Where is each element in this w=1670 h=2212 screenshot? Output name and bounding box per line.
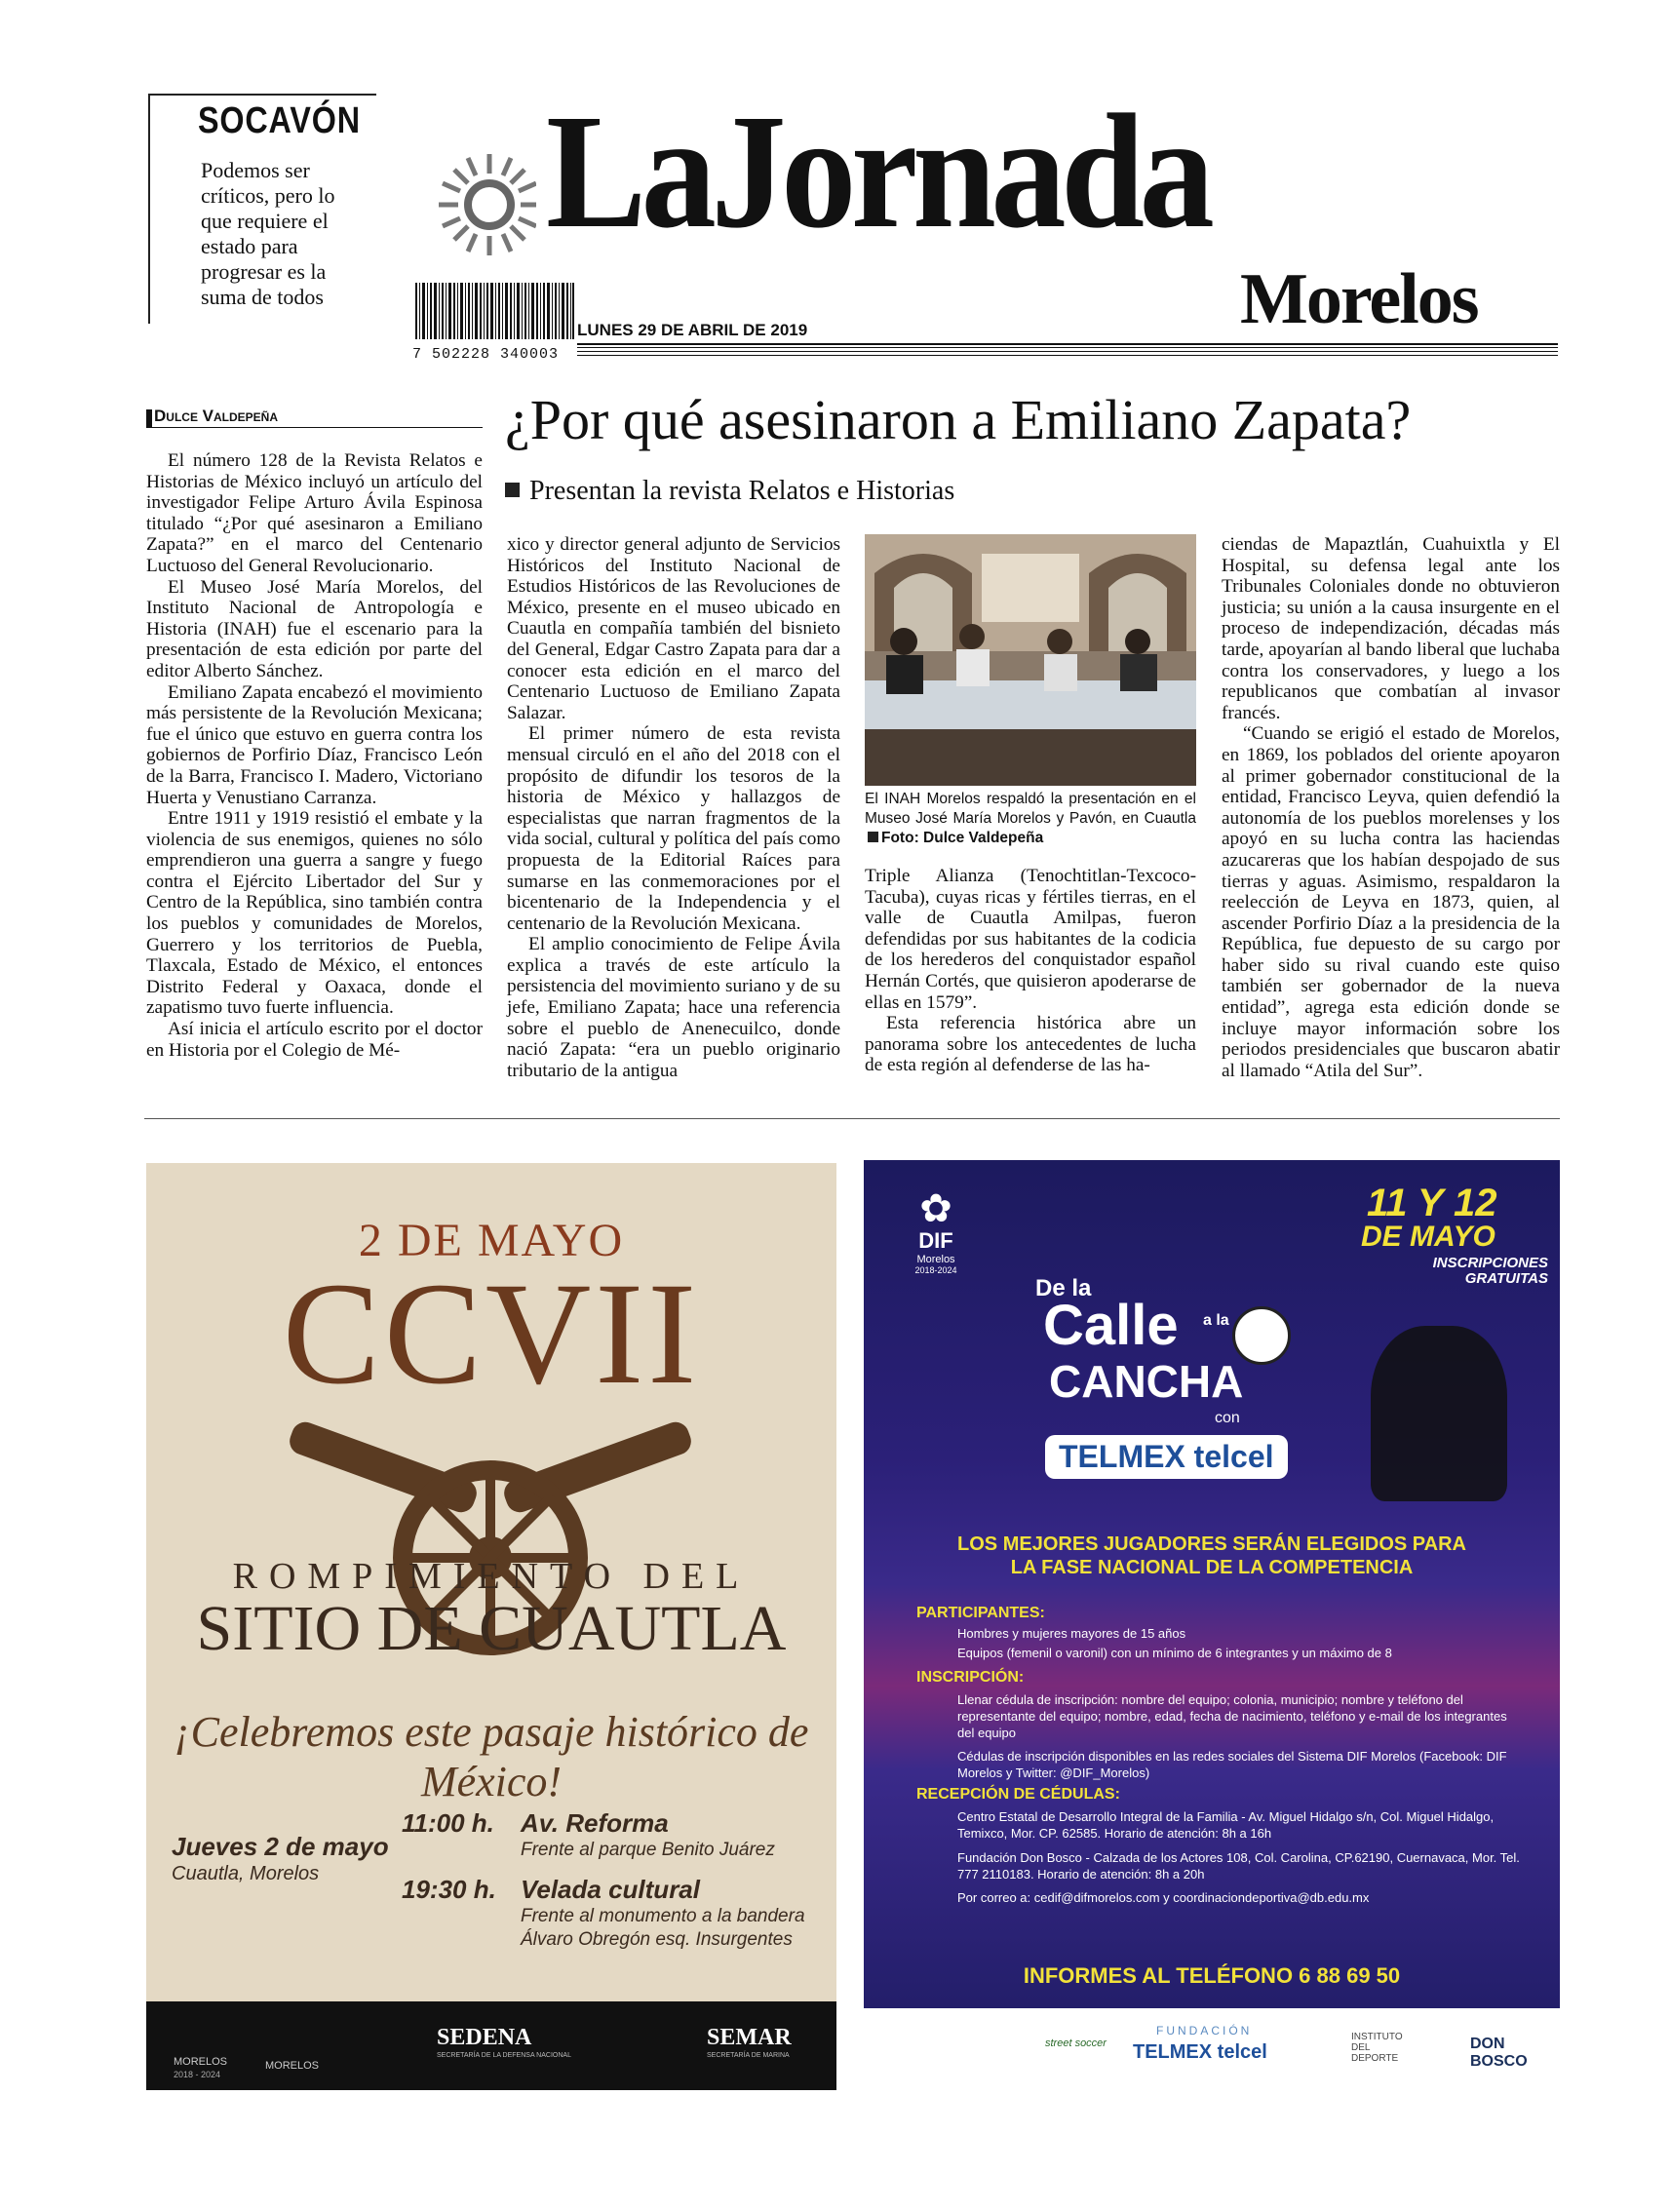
dif-sub: Morelos: [916, 1254, 955, 1265]
inscripcion-line: Cédulas de inscripción disponibles en las redes sociales del Sistema DIF Morelos (Facebook: DIF Morelos y Twitter: @DIF_Morelos): [957, 1749, 1507, 1780]
event2-title: Velada cultural: [521, 1875, 700, 1904]
promo-headline-1: LOS MEJORES JUGADORES SERÁN ELEGIDOS PARA: [957, 1533, 1466, 1555]
article-column-2: [507, 534, 840, 1081]
subhead: [505, 476, 954, 507]
footer-donbosco: DON BOSCO: [1470, 2036, 1528, 2070]
photo-caption: [865, 790, 1196, 848]
title-a-la: a la: [1203, 1312, 1229, 1329]
ad-line-rompimiento: ROMPIMIENTO DEL: [232, 1556, 751, 1597]
paragraph: Así inicia el artículo escrito por el doctor en Historia por el Colegio de Mé-: [146, 1019, 483, 1061]
ad-line-date: 2 DE MAYO: [358, 1215, 625, 1266]
event1-title: Av. Reforma: [521, 1808, 669, 1838]
article-column-4: [1222, 534, 1560, 1081]
title-con: con: [1215, 1410, 1240, 1426]
footer-logo-morelos-years: 2018 - 2024: [174, 2070, 221, 2079]
footer-logo-sedena: SEDENA: [437, 2025, 532, 2050]
recepcion-label: RECEPCIÓN DE CÉDULAS:: [916, 1786, 1120, 1803]
ad-numeral: CCVII: [282, 1253, 701, 1415]
paragraph: El primer número de esta revista mensual circuló en el año del 2018 con el propósito de difundir los tesoros de la historia de México y hallazgos de especialistas que narran fragmentos de la vida social, cultural y política del país como propuesta de la Editorial Raíces para sumarse en las conmemoraciones por el bicentenario de la Independencia y el centenario de la Revolución Mexicana.: [507, 723, 840, 934]
promo-headline-2: LA FASE NACIONAL DE LA COMPETENCIA: [1010, 1557, 1414, 1578]
edition-date: LUNES 29 DE ABRIL DE 2019: [577, 321, 808, 339]
event-free: INSCRIPCIONES GRATUITAS: [1432, 1255, 1548, 1287]
dif-label: DIF: [918, 1228, 953, 1253]
event-month: DE MAYO: [1361, 1221, 1495, 1253]
paragraph: El amplio conocimiento de Felipe Ávila explica a través de este artículo la persistencia del movimiento suriano y de su jefe, Emiliano Zapata; hace una referencia sobre el pueblo de Anenecuilco, donde nació Zapata: “era un pueblo originario tributario de la antigua: [507, 934, 840, 1081]
participantes-line: Hombres y mujeres mayores de 15 años: [957, 1626, 1186, 1641]
masthead-rule: [577, 351, 1558, 352]
ad-cuautla: [146, 1163, 836, 2090]
footer-semar-sub: SECRETARÍA DE MARINA: [707, 2052, 790, 2059]
paragraph: El número 128 de la Revista Relatos e Historias de México incluyó un artículo del investigador Felipe Arturo Ávila Espinosa titulado “¿Por qué asesinaron a Emiliano Zapata?” en el marco del Centenario Luctuoso del General Revolucionario.: [146, 450, 483, 576]
ad-place: Cuautla, Morelos: [172, 1863, 320, 1884]
participantes-line: Equipos (femenil o varonil) con un mínimo de 6 integrantes y un máximo de 8: [957, 1646, 1392, 1660]
recepcion-line: Fundación Don Bosco - Calzada de los Actores 108, Col. Carolina, CP.62190, Cuernavaca, Mor. Tel. 777 2110183. Horario de atención: 8h a 20h: [957, 1850, 1520, 1882]
caption-text: El INAH Morelos respaldó la presentación en el Museo José María Morelos y Pavón, en Cuautla: [865, 791, 1196, 827]
article-column-3: [865, 866, 1196, 1076]
recepcion-line: Centro Estatal de Desarrollo Integral de la Familia - Av. Miguel Hidalgo s/n, Col. Miguel Hidalgo, Temixco, Mor. CP. 62585. Horario de atención: 8h a 16h: [957, 1809, 1495, 1841]
byline: Dulce Valdepeña: [154, 407, 279, 425]
paragraph: xico y director general adjunto de Servicios Históricos del Instituto Nacional de Estudios Históricos de las Revoluciones de México, presente en el museo ubicado en Cuautla en compañía también del bisnieto del General, Edgar Castro Zapata para dar a conocer esta edición en el marco del Centenario Luctuoso de Emiliano Zapata Salazar.: [507, 534, 840, 723]
event1-detail: Frente al parque Benito Juárez: [521, 1840, 775, 1860]
byline-marker: [146, 409, 152, 427]
title-cancha: CANCHA: [1049, 1356, 1244, 1407]
dif-logo: [891, 1189, 981, 1275]
event2-detail: Álvaro Obregón esq. Insurgentes: [521, 1929, 793, 1950]
title-calle: Calle: [1043, 1294, 1179, 1357]
footer-logo-morelos: MORELOS: [174, 2056, 228, 2068]
footer-logo-semar: SEMAR: [707, 2025, 792, 2050]
caption-marker: [868, 832, 878, 842]
paragraph: Entre 1911 y 1919 resistió el embate y la violencia de sus enemigos, quienes no sólo emprendieron una guerra a sangre y fuego contra el Ejército Libertador del Sur y Centro de la República, sino también contra los pueblos y comunidades de Morelos, Guerrero y los territorios de Puebla, Tlaxcala, Estado de México, el entonces Distrito Federal y Oaxaca, donde el zapatismo tuvo fuerte influencia.: [146, 808, 483, 1019]
masthead-logo: LaJornada: [546, 81, 1210, 262]
player-silhouette-icon: [1371, 1326, 1507, 1501]
event2-detail: Frente al monumento a la bandera: [521, 1906, 805, 1926]
event1-time: 11:00 h.: [402, 1808, 494, 1838]
participantes-label: PARTICIPANTES:: [916, 1605, 1045, 1621]
inscripcion-line: Llenar cédula de inscripción: nombre del equipo; colonia, municipio; nombre y teléfono del representante del equipo; nombre, edad, fecha de nacimiento, teléfono y e-mail de los integrantes del equipo: [957, 1692, 1507, 1740]
barcode-number: 7 502228 340003: [412, 346, 560, 363]
paragraph: Esta referencia histórica abre un panorama sobre los antecedentes de lucha de esta región al defenderse de las ha-: [865, 1013, 1196, 1076]
paragraph: ciendas de Mapaztlán, Cuahuixtla y El Hospital, su defensa legal ante los Tribunales Coloniales donde no obtuvieron justicia; su unión a la causa insurgente en el proceso de independización, décadas más tarde, apoyarían al bando liberal que luchaba contra los conservadores, y luego a los republicanos que combatían al invasor francés.: [1222, 534, 1560, 723]
ad-line-sitio: SITIO DE CUAUTLA: [196, 1593, 787, 1664]
barcode-icon: [415, 283, 574, 339]
footer-sedena-sub: SECRETARÍA DE LA DEFENSA NACIONAL: [437, 2052, 571, 2059]
paragraph: “Cuando se erigió el estado de Morelos, en 1869, los poblados del oriente apoyaron al primer gobernador constitucional de la entidad, Francisco Leyva, quien defendió la autonomía de los pueblos morelenses y los apoyó en su lucha contra las haciendas azucareras que los habían despojado de sus tierras y aguas. Asimismo, respaldaron la reelección de Leyva en 1873, quien, al ascender Porfirio Díaz a la presidencia de la República, fue depuesto de su cargo por haber sido su rival cuando este quiso también ser gobernador de la nueva entidad”, agrega esta edición donde se incluye mayor información sobre los periodos presidenciales que buscaron abatir al llamado “Atila del Sur”.: [1222, 723, 1560, 1081]
subhead-text: Presentan la revista Relatos e Historias: [529, 476, 955, 506]
section-divider: [144, 1118, 1560, 1119]
event2-time: 19:30 h.: [402, 1875, 496, 1904]
paragraph: El Museo José María Morelos, del Instituto Nacional de Antropología e Historia (INAH) fue el escenario para la presentación de esta edición por parte del editor Alberto Sánchez.: [146, 576, 483, 681]
masthead-rule: [577, 347, 1558, 348]
ad-day: Jueves 2 de mayo: [172, 1832, 389, 1861]
ad-dif: [864, 1160, 1560, 2090]
masthead-rule: [577, 355, 1558, 356]
footer-telmex: TELMEX telcel: [1133, 2041, 1267, 2063]
masthead-subtitle: Morelos: [1240, 259, 1478, 339]
socavon-text: Podemos ser críticos, pero lo que requiere el estado para progresar es la suma de todos: [201, 158, 335, 309]
dif-years: 2018-2024: [914, 1265, 957, 1275]
ad-tagline: ¡Celebremos este pasaje histórico de México!: [174, 1708, 809, 1805]
presentation-photo: [865, 534, 1196, 786]
footer-instituto: INSTITUTO DEL DEPORTE: [1351, 2032, 1403, 2064]
footer-fundacion: FUNDACIÓN: [1156, 2024, 1253, 2037]
telmex-logo: TELMEX telcel: [1045, 1435, 1288, 1479]
sun-logo-icon: [439, 146, 536, 263]
title-de-la: De la: [1035, 1275, 1092, 1301]
ad-footer: [146, 2001, 836, 2090]
masthead-rule: [577, 343, 1558, 345]
paragraph: Emiliano Zapata encabezó el movimiento más persistente de la Revolución Mexicana; fue el único que estuvo en guerra contra los gobiernos de Porfirio Díaz, Francisco León de la Barra, Francisco I. Madero, Victoriano Huerta y Venustiano Carranza.: [146, 681, 483, 808]
ad-dif-footer: [864, 2008, 1560, 2090]
paragraph: Triple Alianza (Tenochtitlan-Texcoco-Tacuba), cuyas ricas y fértiles tierras, en el valle de Cuautla Amilpas, fueron defendidas por sus habitantes de la codicia de los herederos del conquistador español Hernán Cortés, que quisieron apoderarse de ellas en 1579”.: [865, 866, 1196, 1013]
dif-flower-icon: ✿: [919, 1187, 952, 1230]
article-column-1: [146, 450, 483, 1061]
event-dates: 11 Y 12: [1367, 1182, 1497, 1224]
caption-credit: Foto: Dulce Valdepeña: [881, 830, 1044, 846]
informes-phone: INFORMES AL TELÉFONO 6 88 69 50: [1023, 1963, 1401, 1988]
recepcion-email: Por correo a: cedif@difmorelos.com y coordinaciondeportiva@db.edu.mx: [957, 1890, 1370, 1905]
inscripcion-label: INSCRIPCIÓN:: [916, 1669, 1025, 1686]
headline: ¿Por qué asesinaron a Emiliano Zapata?: [505, 388, 1412, 451]
footer-logo-morelos-2: MORELOS: [265, 2060, 320, 2072]
footer-logo-streetsoccer: street soccer: [1045, 2037, 1107, 2049]
socavon-title: SOCAVÓN: [198, 100, 361, 141]
byline-rule: [146, 427, 483, 428]
